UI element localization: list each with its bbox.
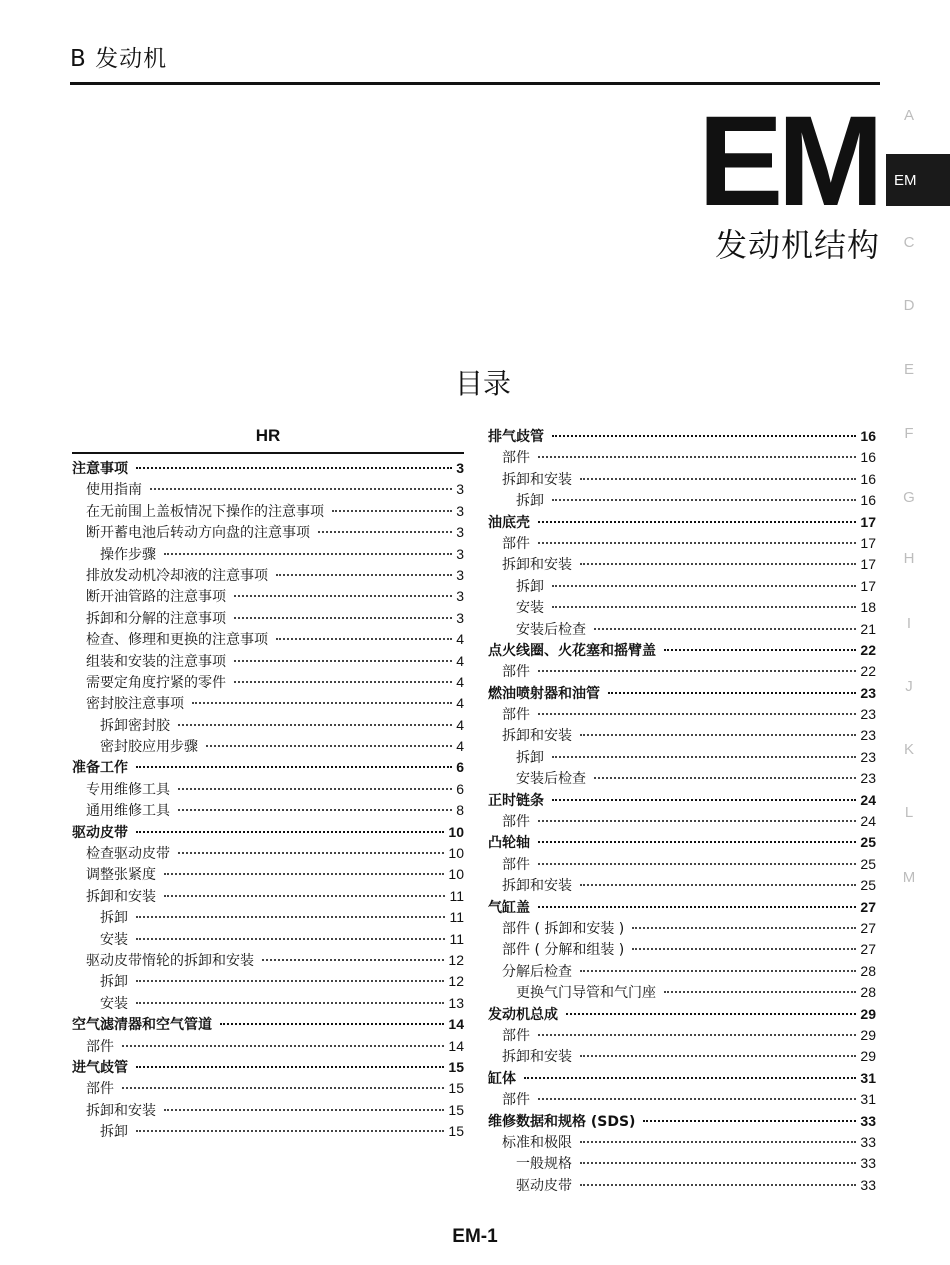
toc-entry-title: 部件 ( 拆卸和安装 ) <box>502 920 625 937</box>
toc-entry-title: 点火线圈、火花塞和摇臂盖 <box>488 642 656 659</box>
toc-entry-title: 进气歧管 <box>72 1059 128 1076</box>
toc-entry-title: 拆卸 <box>100 910 128 927</box>
toc-entry-title: 安装后检查 <box>516 621 586 638</box>
toc-entry[interactable] <box>72 736 464 757</box>
toc-entry-page: 24 <box>860 791 876 808</box>
toc-entry-page: 8 <box>456 802 464 819</box>
dot-leader <box>332 510 452 512</box>
toc-entry-page: 25 <box>860 855 876 872</box>
toc-entry-page: 6 <box>456 780 464 797</box>
toc-entry[interactable] <box>488 447 876 468</box>
toc-entry-title: 空气滤清器和空气管道 <box>72 1017 212 1034</box>
toc-entry-page: 3 <box>456 588 464 605</box>
toc-entry-page: 23 <box>860 770 876 787</box>
toc-entry[interactable] <box>488 683 876 704</box>
toc-entry[interactable] <box>488 1046 876 1067</box>
dot-leader <box>580 1162 856 1164</box>
dot-leader <box>566 1013 856 1015</box>
toc-entry[interactable] <box>488 640 876 661</box>
toc-entry[interactable] <box>72 971 464 992</box>
toc-entry[interactable] <box>72 715 464 736</box>
toc-entry-page: 12 <box>448 973 464 990</box>
toc-entry-page: 25 <box>860 877 876 894</box>
dot-leader <box>580 970 856 972</box>
toc-entry-page: 3 <box>456 609 464 626</box>
toc-entry-title: 拆卸和安装 <box>502 728 572 745</box>
dot-leader <box>580 563 856 565</box>
dot-leader <box>552 499 856 501</box>
page-number: EM-1 <box>452 1226 498 1247</box>
toc-entry-page: 15 <box>448 1080 464 1097</box>
toc-entry[interactable] <box>488 1175 876 1196</box>
dot-leader <box>632 948 856 950</box>
toc-entry-page: 3 <box>456 566 464 583</box>
toc-entry-title: 安装 <box>100 995 128 1012</box>
toc-entry-page: 3 <box>456 524 464 541</box>
toc-entry[interactable] <box>488 811 876 832</box>
toc-entry-page: 12 <box>448 951 464 968</box>
toc-entry-page: 17 <box>860 577 876 594</box>
toc-entry[interactable] <box>488 1153 876 1174</box>
toc-entry-title: 拆卸 <box>516 578 544 595</box>
toc-entry-page: 33 <box>860 1176 876 1193</box>
toc-entry-title: 准备工作 <box>72 760 128 777</box>
dot-leader <box>262 959 444 961</box>
toc-entry-title: 部件 <box>86 1038 114 1055</box>
toc-entry[interactable] <box>72 629 464 650</box>
toc-entry-page: 3 <box>456 545 464 562</box>
toc-entry-page: 25 <box>860 834 876 851</box>
dot-leader <box>220 1023 444 1025</box>
toc-entry[interactable] <box>72 907 464 928</box>
chapter-code: EM <box>698 90 878 233</box>
toc-entry[interactable] <box>72 479 464 500</box>
dot-leader <box>524 1077 856 1079</box>
toc-entry[interactable] <box>488 533 876 554</box>
toc-entry[interactable] <box>488 897 876 918</box>
toc-entry[interactable] <box>488 661 876 682</box>
toc-entry-title: 断开油管路的注意事项 <box>86 589 226 606</box>
dot-leader <box>580 478 856 480</box>
toc-entry-title: 拆卸和安装 <box>86 1102 156 1119</box>
side-tab-a[interactable]: A <box>903 107 914 124</box>
toc-entry-page: 23 <box>860 684 876 701</box>
dot-leader <box>234 681 452 683</box>
toc-entry-page: 3 <box>456 502 464 519</box>
toc-entry[interactable] <box>72 1078 464 1099</box>
toc-entry-page: 29 <box>860 1048 876 1065</box>
toc-entry-page: 4 <box>456 652 464 669</box>
toc-entry-page: 22 <box>860 663 876 680</box>
toc-entry[interactable] <box>488 512 876 533</box>
toc-entry-page: 21 <box>860 620 876 637</box>
toc-title: 目录 <box>454 367 511 400</box>
toc-entry-title: 标准和极限 <box>502 1134 572 1151</box>
toc-entry[interactable] <box>72 886 464 907</box>
toc-column-left <box>72 424 464 1143</box>
toc-entry-page: 17 <box>860 556 876 573</box>
toc-entry[interactable] <box>72 1100 464 1121</box>
toc-entry[interactable] <box>488 832 876 853</box>
toc-entry-title: 部件 <box>502 450 530 467</box>
toc-entry-page: 4 <box>456 673 464 690</box>
dot-leader <box>552 435 856 437</box>
toc-entry-page: 14 <box>448 1016 464 1033</box>
toc-entry[interactable] <box>488 854 876 875</box>
toc-entry-title: 使用指南 <box>86 482 142 499</box>
toc-entry-page: 6 <box>456 759 464 776</box>
toc-entry-page: 29 <box>860 1005 876 1022</box>
chapter-title: 发动机结构 <box>714 226 880 264</box>
toc-entry[interactable] <box>72 864 464 885</box>
toc-entry-title: 部件 <box>502 1027 530 1044</box>
toc-entry[interactable] <box>72 950 464 971</box>
toc-entry-page: 16 <box>860 492 876 509</box>
toc-entry[interactable] <box>72 565 464 586</box>
dot-leader <box>192 702 452 704</box>
toc-entry-title: 检查驱动皮带 <box>86 846 170 863</box>
toc-entry-page: 17 <box>860 513 876 530</box>
toc-entry-title: 更换气门导管和气门座 <box>516 985 656 1002</box>
dot-leader <box>538 906 856 908</box>
toc-entry-title: 拆卸和安装 <box>502 557 572 574</box>
toc-entry-title: 拆卸 <box>516 749 544 766</box>
side-tab-em[interactable]: EM <box>886 154 950 206</box>
toc-entry-title: 拆卸密封胶 <box>100 717 170 734</box>
toc-entry-title: 维修数据和规格 (SDS) <box>488 1113 636 1130</box>
dot-leader <box>632 927 856 929</box>
toc-entry-page: 4 <box>456 631 464 648</box>
toc-entry-title: 部件 <box>502 664 530 681</box>
toc-entry[interactable] <box>488 747 876 768</box>
dot-leader <box>234 595 452 597</box>
side-tab-h[interactable]: H <box>903 550 915 567</box>
toc-entry[interactable] <box>72 544 464 565</box>
toc-entry-page: 3 <box>456 460 464 476</box>
dot-leader <box>136 938 445 940</box>
toc-entry-title: 拆卸和安装 <box>502 1049 572 1066</box>
dot-leader <box>136 1066 444 1068</box>
side-tab-l[interactable]: L <box>904 804 914 821</box>
dot-leader <box>594 628 856 630</box>
toc-entry[interactable] <box>72 458 464 479</box>
toc-entry[interactable] <box>488 469 876 490</box>
toc-entry-title: 组装和安装的注意事项 <box>86 653 226 670</box>
toc-entry-title: 缸体 <box>488 1070 516 1087</box>
toc-entry-page: 23 <box>860 706 876 723</box>
toc-entry-title: 凸轮轴 <box>488 835 530 852</box>
toc-entry[interactable] <box>488 1111 876 1132</box>
toc-entry-page: 27 <box>860 941 876 958</box>
toc-entry[interactable] <box>72 672 464 693</box>
toc-entry-title: 在无前围上盖板情况下操作的注意事项 <box>86 503 324 520</box>
toc-entry[interactable] <box>72 501 464 522</box>
dot-leader <box>164 873 444 875</box>
toc-entry-page: 13 <box>448 994 464 1011</box>
side-tab-j[interactable]: J <box>905 678 913 695</box>
dot-leader <box>164 895 445 897</box>
dot-leader <box>206 745 452 747</box>
toc-entry-title: 排放发动机冷却液的注意事项 <box>86 567 268 584</box>
toc-entry-page: 11 <box>449 909 464 926</box>
toc-entry-title: 安装后检查 <box>516 771 586 788</box>
side-tab-f[interactable]: F <box>904 425 914 442</box>
toc-entry[interactable] <box>72 1036 464 1057</box>
dot-leader <box>136 1002 444 1004</box>
dot-leader <box>178 788 452 790</box>
toc-entry[interactable] <box>72 800 464 821</box>
dot-leader <box>136 831 444 833</box>
side-tab-i[interactable]: I <box>906 615 912 632</box>
toc-entry[interactable] <box>488 961 876 982</box>
toc-entry[interactable] <box>488 597 876 618</box>
toc-entry[interactable] <box>72 1121 464 1142</box>
toc-entry-page: 4 <box>456 738 464 755</box>
toc-entry-page: 10 <box>448 866 464 883</box>
dot-leader <box>538 521 856 523</box>
toc-entry-title: 拆卸和安装 <box>86 888 156 905</box>
toc-entry-page: 27 <box>860 919 876 936</box>
toc-entry[interactable] <box>72 843 464 864</box>
dot-leader <box>580 734 856 736</box>
toc-entry-title: 正时链条 <box>488 792 544 809</box>
toc-entry-title: 密封胶注意事项 <box>86 696 184 713</box>
dot-leader <box>664 991 856 993</box>
toc-entry-page: 15 <box>448 1058 464 1075</box>
toc-entry-title: 拆卸 <box>516 493 544 510</box>
dot-leader <box>136 766 452 768</box>
dot-leader <box>234 617 452 619</box>
toc-entry-title: 燃油喷射器和油管 <box>488 685 600 702</box>
dot-leader <box>164 1109 444 1111</box>
side-tab-e[interactable]: E <box>903 361 914 378</box>
toc-entry-title: 发动机总成 <box>488 1006 558 1023</box>
side-tab-m[interactable]: M <box>902 869 916 886</box>
side-tab-k[interactable]: K <box>903 741 914 758</box>
dot-leader <box>608 692 856 694</box>
toc-entry[interactable] <box>488 1025 876 1046</box>
toc-entry-page: 15 <box>448 1101 464 1118</box>
dot-leader <box>580 1184 856 1186</box>
toc-entry-title: 驱动皮带惰轮的拆卸和安装 <box>86 952 254 969</box>
dot-leader <box>276 638 452 640</box>
toc-entry-page: 16 <box>860 470 876 487</box>
toc-entry-page: 24 <box>860 813 876 830</box>
dot-leader <box>150 488 452 490</box>
toc-entry[interactable] <box>72 608 464 629</box>
toc-entry[interactable] <box>72 693 464 714</box>
toc-entry-page: 23 <box>860 727 876 744</box>
toc-entry-page: 11 <box>449 930 464 947</box>
toc-entry[interactable] <box>72 1014 464 1035</box>
toc-entry-title: 安装 <box>100 931 128 948</box>
dot-leader <box>580 884 856 886</box>
toc-entry-title: 排气歧管 <box>488 429 544 445</box>
dot-leader <box>178 724 452 726</box>
toc-entry-title: 拆卸和安装 <box>502 878 572 895</box>
toc-entry-title: 部件 <box>502 1092 530 1109</box>
toc-entry-title: 气缸盖 <box>488 899 530 916</box>
toc-entry-title: 分解后检查 <box>502 963 572 980</box>
toc-column-right <box>488 426 876 1196</box>
toc-entry-page: 27 <box>860 898 876 915</box>
side-tab-c[interactable]: C <box>903 234 915 251</box>
dot-leader <box>122 1045 444 1047</box>
toc-entry[interactable] <box>488 918 876 939</box>
toc-entry-title: 部件 <box>86 1081 114 1098</box>
toc-entry[interactable] <box>488 619 876 640</box>
dot-leader <box>318 531 452 533</box>
toc-entry[interactable] <box>488 875 876 896</box>
toc-entry-title: 拆卸 <box>100 974 128 991</box>
toc-entry-page: 29 <box>860 1026 876 1043</box>
toc-entry[interactable] <box>72 993 464 1014</box>
dot-leader <box>538 1034 856 1036</box>
toc-entry-page: 4 <box>456 716 464 733</box>
toc-entry-page: 11 <box>449 887 464 904</box>
toc-entry-title: 通用维修工具 <box>86 803 170 820</box>
dot-leader <box>178 809 452 811</box>
toc-entry-page: 23 <box>860 748 876 765</box>
side-tab-d[interactable]: D <box>903 297 915 314</box>
toc-entry-title: 操作步骤 <box>100 546 156 563</box>
toc-entry-title: 注意事项 <box>72 461 128 477</box>
dot-leader <box>552 799 856 801</box>
toc-entry[interactable] <box>72 586 464 607</box>
toc-entry-title: 部件 <box>502 535 530 552</box>
section-heading: B 发动机 <box>70 46 168 72</box>
dot-leader <box>136 980 444 982</box>
toc-entry-page: 28 <box>860 984 876 1001</box>
toc-entry-page: 16 <box>860 449 876 466</box>
toc-entry-title: 部件 ( 分解和组装 ) <box>502 942 625 959</box>
toc-list-left <box>72 458 464 1143</box>
toc-entry-page: 28 <box>860 962 876 979</box>
toc-entry-title: 调整张紧度 <box>86 867 156 884</box>
side-tab-g[interactable]: G <box>903 489 915 506</box>
dot-leader <box>580 1141 856 1143</box>
toc-entry[interactable] <box>488 554 876 575</box>
toc-entry-title: 拆卸和分解的注意事项 <box>86 610 226 627</box>
toc-entry-page: 33 <box>860 1155 876 1172</box>
toc-entry-title: 油底壳 <box>488 514 530 531</box>
toc-entry-page: 15 <box>448 1123 464 1140</box>
toc-entry-page: 16 <box>860 428 876 444</box>
dot-leader <box>538 542 856 544</box>
toc-entry[interactable] <box>488 725 876 746</box>
toc-entry-title: 部件 <box>502 856 530 873</box>
toc-entry[interactable] <box>72 1057 464 1078</box>
toc-entry-page: 10 <box>448 845 464 862</box>
toc-entry-title: 驱动皮带 <box>516 1177 572 1194</box>
toc-entry-page: 10 <box>448 823 464 840</box>
dot-leader <box>664 649 856 651</box>
dot-leader <box>276 574 452 576</box>
toc-entry-page: 4 <box>456 695 464 712</box>
toc-entry-page: 18 <box>860 599 876 616</box>
dot-leader <box>552 756 856 758</box>
toc-entry-page: 14 <box>448 1037 464 1054</box>
dot-leader <box>122 1087 444 1089</box>
toc-entry-page: 22 <box>860 641 876 658</box>
toc-entry-page: 33 <box>860 1112 876 1129</box>
toc-entry-title: 专用维修工具 <box>86 781 170 798</box>
toc-entry[interactable] <box>488 790 876 811</box>
toc-entry-title: 驱动皮带 <box>72 824 128 841</box>
toc-entry[interactable] <box>488 982 876 1003</box>
toc-entry[interactable] <box>488 490 876 511</box>
toc-entry[interactable] <box>488 939 876 960</box>
toc-entry[interactable] <box>488 1068 876 1089</box>
toc-entry[interactable] <box>488 1089 876 1110</box>
toc-entry[interactable] <box>488 1132 876 1153</box>
toc-entry-title: 拆卸 <box>100 1124 128 1141</box>
dot-leader <box>538 713 856 715</box>
toc-entry-title: 安装 <box>516 600 544 617</box>
toc-list-right <box>488 426 876 1196</box>
dot-leader <box>178 852 444 854</box>
toc-entry[interactable] <box>72 779 464 800</box>
toc-entry-title: 检查、修理和更换的注意事项 <box>86 632 268 649</box>
toc-entry-title: 需要定角度拧紧的零件 <box>86 674 226 691</box>
dot-leader <box>580 1055 856 1057</box>
dot-leader <box>136 467 452 469</box>
toc-entry[interactable] <box>488 1004 876 1025</box>
dot-leader <box>538 1098 856 1100</box>
dot-leader <box>136 916 445 918</box>
dot-leader <box>552 606 856 608</box>
toc-entry[interactable] <box>488 576 876 597</box>
toc-entry-title: 部件 <box>502 707 530 724</box>
dot-leader <box>552 585 856 587</box>
dot-leader <box>164 553 452 555</box>
toc-entry[interactable] <box>72 651 464 672</box>
dot-leader <box>234 660 452 662</box>
toc-entry-page: 3 <box>456 481 464 498</box>
dot-leader <box>538 456 856 458</box>
toc-entry-title: 一般规格 <box>516 1156 572 1173</box>
toc-entry[interactable] <box>488 426 876 447</box>
dot-leader <box>538 670 856 672</box>
dot-leader <box>136 1130 444 1132</box>
toc-entry[interactable] <box>72 757 464 778</box>
dot-leader <box>643 1120 856 1122</box>
dot-leader <box>538 863 856 865</box>
toc-entry-title: 部件 <box>502 814 530 831</box>
toc-entry[interactable] <box>72 522 464 543</box>
dot-leader <box>538 820 856 822</box>
toc-entry[interactable] <box>72 822 464 843</box>
toc-entry-page: 31 <box>860 1091 876 1108</box>
toc-entry[interactable] <box>72 929 464 950</box>
dot-leader <box>538 841 856 843</box>
toc-entry-title: 断开蓄电池后转动方向盘的注意事项 <box>86 525 310 542</box>
dot-leader <box>594 777 856 779</box>
toc-entry-page: 33 <box>860 1133 876 1150</box>
toc-entry[interactable] <box>488 704 876 725</box>
toc-entry-page: 31 <box>860 1069 876 1086</box>
toc-entry-title: 密封胶应用步骤 <box>100 739 198 756</box>
toc-entry[interactable] <box>488 768 876 789</box>
toc-entry-title: 拆卸和安装 <box>502 471 572 488</box>
toc-entry-page: 17 <box>860 534 876 551</box>
toc-column-heading: HR <box>72 424 464 454</box>
top-rule <box>70 82 880 85</box>
